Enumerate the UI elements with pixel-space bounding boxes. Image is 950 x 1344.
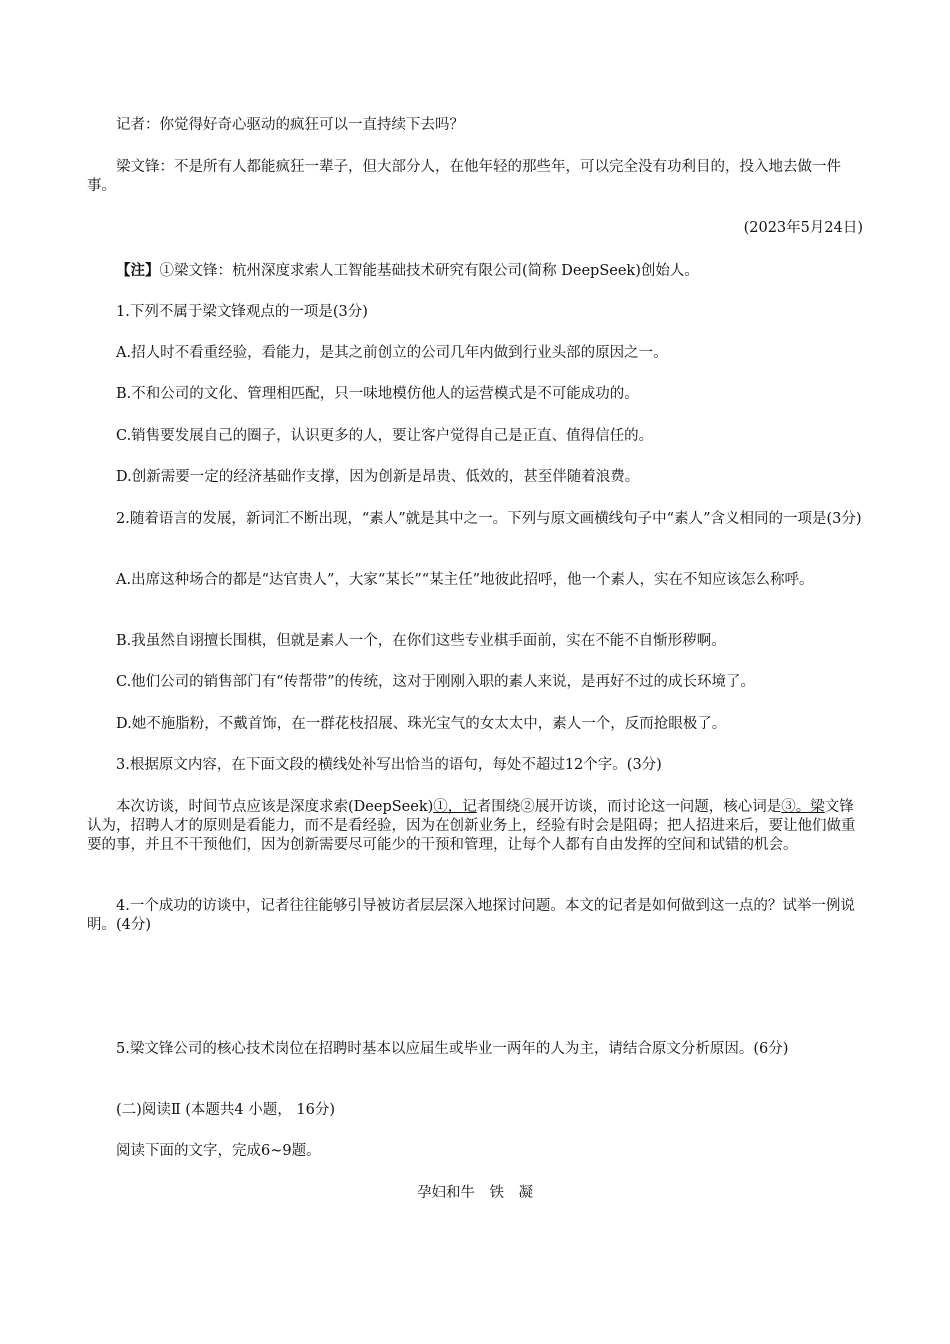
q3-passage-part3: 文锋认为，招聘人才的原则是看能力，而不是看经验，因为在创新业务上，经验有时会是阻碍；把人招进来后，要让他们做重要的事，并且不干预他们，因为创新需要尽可能少的干预和管理，让每个人都有自由发挥的空间和试错的机会。 [87, 799, 856, 853]
q2-stem: 2.随着语言的发展，新词汇不断出现，“素人”就是其中之一。下列与原文画横线句子中“素人”含义相同的一项是(3分) [116, 511, 862, 527]
q2-option-b: B.我虽然自诩擅长围棋，但就是素人一个，在你们这些专业棋手面前，实在不能不自惭形秽啊。 [116, 633, 726, 649]
interview-answer: 梁文锋：不是所有人都能疯狂一辈子，但大部分人，在他年轻的那些年，可以完全没有功利目的，投入地去做一件事。 [87, 159, 841, 194]
q1-option-a: A.招人时不看重经验，看能力，是其之前创立的公司几年内做到行业头部的原因之一。 [116, 345, 668, 361]
section2-instruction: 阅读下面的文字，完成6~9题。 [116, 1143, 321, 1159]
q2-option-a: A.出席这种场合的都是“达官贵人”，大家“某长”“某主任”地彼此招呼，他一个素人，实在不知应该怎么称呼。 [116, 572, 814, 588]
q1-option-d: D.创新需要一定的经济基础作支撑，因为创新是昂贵、低效的，甚至伴随着浪费。 [116, 469, 640, 485]
q3-passage-part1: 本次访谈，时间节点应该是深度求索(DeepSeek) [116, 799, 434, 815]
q1-option-b: B.不和公司的文化、管理相匹配，只一味地模仿他人的运营模式是不可能成功的。 [116, 386, 639, 402]
q1-option-c: C.销售要发展自己的圈子，认识更多的人，要让客户觉得自己是正直、值得信任的。 [116, 428, 654, 444]
interview-question: 记者：你觉得好奇心驱动的疯狂可以一直持续下去吗？ [116, 117, 464, 133]
q5-stem: 5.梁文锋公司的核心技术岗位在招聘时基本以应届生或毕业一两年的人为主，请结合原文分析原因。(6分) [116, 1041, 789, 1057]
section2-heading: (二)阅读Ⅱ (本题共4 小题， 16分) [116, 1102, 335, 1118]
q1-stem: 1.下列不属于梁文锋观点的一项是(3分) [116, 304, 368, 320]
q3-passage-part2: 者围绕②展开访谈，而讨论这一问题，核心词是 [476, 799, 782, 815]
article-title: 孕妇和牛 铁 凝 [417, 1185, 533, 1201]
footnote-text: ①梁文锋：杭州深度求索人工智能基础技术研究有限公司(简称 DeepSeek)创始人。 [159, 263, 699, 279]
footnote [87, 261, 863, 281]
blank-1: ①，记 [433, 799, 477, 815]
q2-option-d: D.她不施脂粉，不戴首饰，在一群花枝招展、珠光宝气的女太太中，素人一个，反而抢眼极了。 [116, 716, 727, 732]
q3-passage [87, 798, 863, 855]
q3-stem: 3.根据原文内容，在下面文段的横线处补写出恰当的语句，每处不超过12个字。(3分) [116, 757, 662, 773]
blank-3: ③。梁 [781, 799, 825, 815]
q2-option-c: C.他们公司的销售部门有“传帮带”的传统，这对于刚刚入职的素人来说，是再好不过的成长环境了。 [116, 674, 756, 690]
q4-stem: 4.一个成功的访谈中，记者往往能够引导被访者层层深入地探讨问题。本文的记者是如何做到这一点的？试举一例说明。(4分) [87, 898, 855, 933]
footnote-label: 【注】 [116, 262, 160, 279]
interview-date: (2023年5月24日) [743, 220, 863, 236]
